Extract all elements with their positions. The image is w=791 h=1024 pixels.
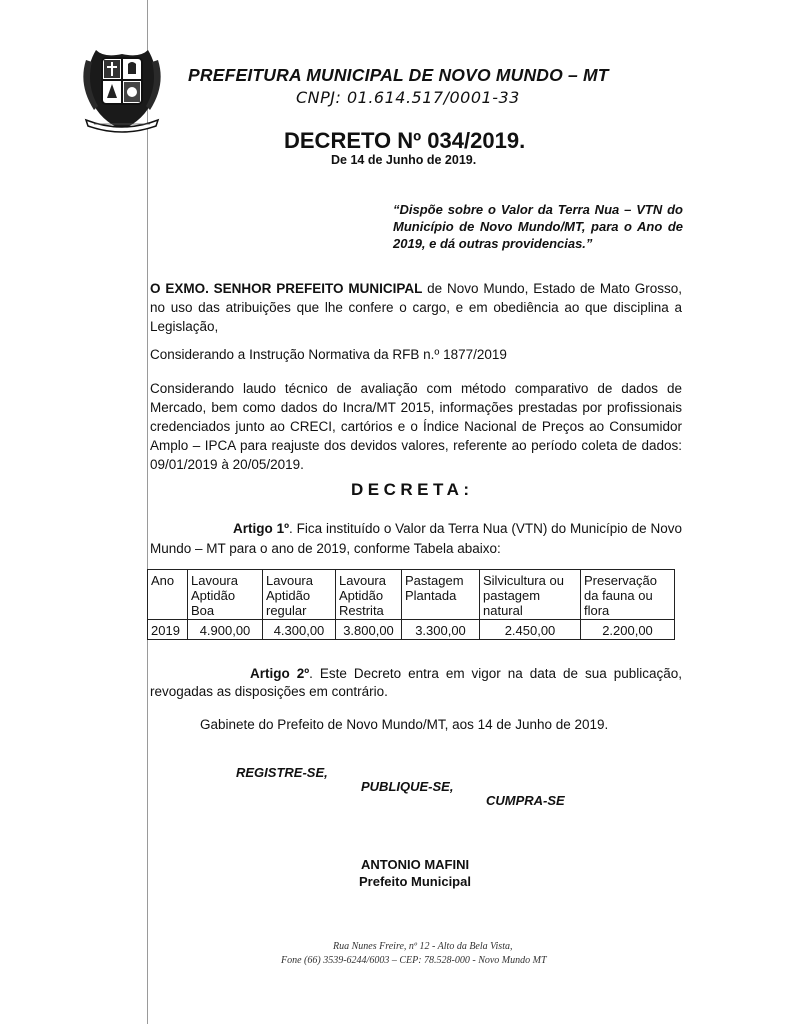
footer-address: Rua Nunes Freire, nº 12 - Alto da Bela Vista, <box>333 941 513 952</box>
table-header-cell: Lavoura Aptidão regular <box>263 570 336 620</box>
preamble-rest: de Novo Mundo, Estado de Mato Grosso, no uso das atribuições que lhe confere o cargo, e em obediência ao que disciplina a Legislação, <box>150 281 682 334</box>
considerando-1: Considerando a Instrução Normativa da RFB n.º 1877/2019 <box>150 347 507 362</box>
closing-cumpra: CUMPRA-SE <box>486 793 565 808</box>
preamble-paragraph <box>150 279 682 336</box>
signatory-title: Prefeito Municipal <box>359 874 471 889</box>
artigo-1-label: Artigo 1º <box>233 521 290 536</box>
artigo-2-label: Artigo 2º <box>250 666 310 681</box>
municipal-crest-icon <box>82 40 162 136</box>
artigo-2 <box>150 665 682 701</box>
table-header-cell: Silvicultura ou pastagem natural <box>480 570 581 620</box>
gabinete-line: Gabinete do Prefeito de Novo Mundo/MT, aos 14 de Junho de 2019. <box>200 717 609 732</box>
preamble-lead: O EXMO. SENHOR PREFEITO MUNICIPAL <box>150 281 423 296</box>
vtn-table <box>147 569 675 640</box>
org-name: PREFEITURA MUNICIPAL DE NOVO MUNDO – MT <box>188 65 609 85</box>
signatory-name: ANTONIO MAFINI <box>361 857 470 872</box>
table-cell: 2.450,00 <box>480 620 581 640</box>
closing-publique: PUBLIQUE-SE, <box>361 779 454 794</box>
table-header-cell: Ano <box>148 570 188 620</box>
table-header-cell: Pastagem Plantada <box>402 570 480 620</box>
footer-contact: Fone (66) 3539-6244/6003 – CEP: 78.528-000 - Novo Mundo MT <box>281 955 547 966</box>
table-cell: 3.300,00 <box>402 620 480 640</box>
artigo-1 <box>150 519 682 559</box>
decree-title: DECRETO Nº 034/2019. <box>284 128 526 153</box>
table-header-cell: Lavoura Aptidão Restrita <box>336 570 402 620</box>
table-header-cell: Lavoura Aptidão Boa <box>188 570 263 620</box>
table-header-cell: Preservação da fauna ou flora <box>581 570 675 620</box>
artigo-2-text: . Este Decreto entra em vigor na data de sua publicação, revogadas as disposições em contrário. <box>150 666 682 699</box>
table-header-row <box>148 570 675 620</box>
table-cell-year: 2019 <box>148 620 188 640</box>
considerando-2: Considerando laudo técnico de avaliação com método comparativo de dados de Mercado, bem como dados do Incra/MT 2015, informações prestadas por profissionais credenciados junto ao CRECI, cartórios e o Índice Nacional de Preços ao Consumidor Amplo – IPCA para reajuste dos devidos valores, referente ao período coleta de dados: 09/01/2019 à 20/05/2019. <box>150 381 682 472</box>
closing-registre: REGISTRE-SE, <box>236 765 328 780</box>
decreta-heading: DECRETA: <box>351 480 474 499</box>
table-row <box>148 620 675 640</box>
decree-date: De 14 de Junho de 2019. <box>331 153 477 167</box>
table-cell: 2.200,00 <box>581 620 675 640</box>
table-cell: 3.800,00 <box>336 620 402 640</box>
table-cell: 4.900,00 <box>188 620 263 640</box>
margin-rule <box>147 0 148 1024</box>
cnpj: CNPJ: 01.614.517/0001-33 <box>296 88 520 107</box>
ementa: “Dispõe sobre o Valor da Terra Nua – VTN do Município de Novo Mundo/MT, para o Ano de 2019, e dá outras providencias.” <box>393 202 683 251</box>
artigo-1-text: . Fica instituído o Valor da Terra Nua (VTN) do Município de Novo Mundo – MT para o ano de 2019, conforme Tabela abaixo: <box>150 521 682 556</box>
table-cell: 4.300,00 <box>263 620 336 640</box>
